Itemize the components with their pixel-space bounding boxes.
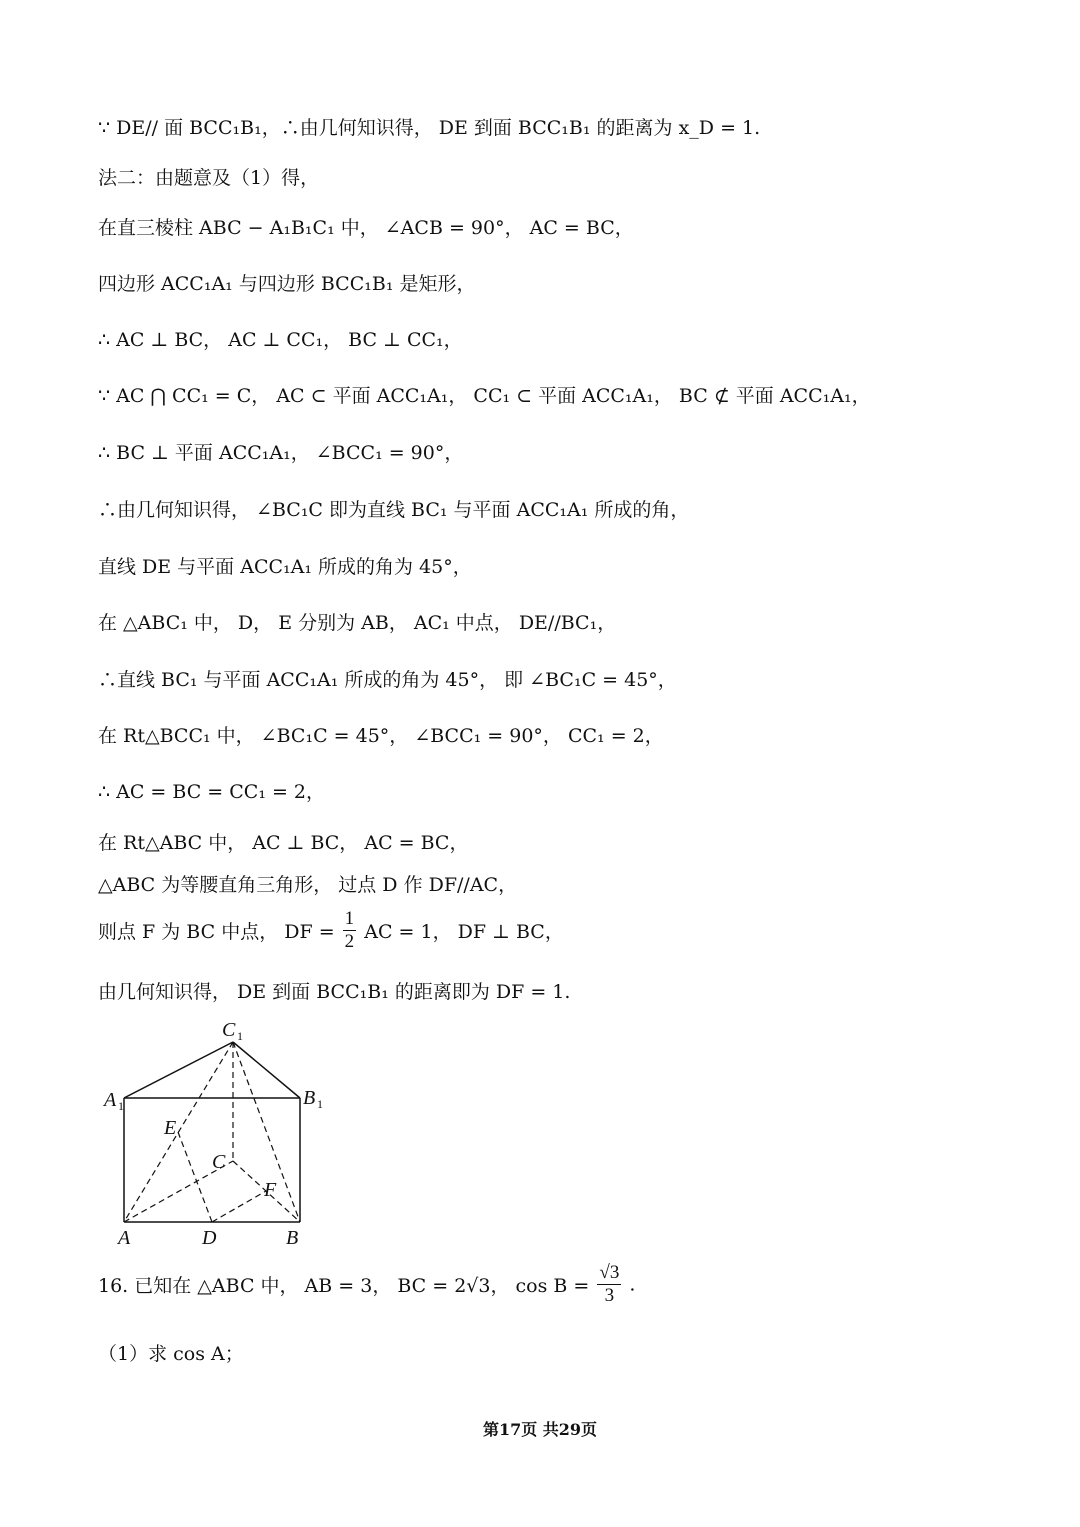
label-b1: B — [303, 1087, 316, 1109]
label-c: C — [212, 1151, 226, 1173]
segment-e-d — [178, 1132, 212, 1222]
fraction-root3-over-3 — [597, 1262, 621, 1307]
label-b1-sub: 1 — [317, 1097, 323, 1111]
problem-16-part-1: （1）求 cos A； — [98, 1343, 244, 1365]
text-line-15: △ABC 为等腰直角三角形， 过点 D 作 DF//AC， — [98, 874, 518, 896]
text-line-11: ∴直线 BC₁ 与平面 ACC₁A₁ 所成的角为 45°， 即 ∠BC₁C = 45°， — [98, 669, 677, 691]
text-line-16: 由几何知识得， DE 到面 BCC₁B₁ 的距离即为 DF = 1. — [98, 981, 571, 1003]
label-a: A — [118, 1227, 131, 1249]
page-footer: 第17页 共29页 — [482, 1420, 598, 1439]
label-f: F — [264, 1179, 277, 1201]
label-e: E — [164, 1117, 177, 1139]
text-line-8: ∴由几何知识得， ∠BC₁C 即为直线 BC₁ 与平面 ACC₁A₁ 所成的角， — [98, 499, 690, 521]
problem-16-text: 16. 已知在 △ABC 中， AB = 3， BC = 2√3， cos B = — [98, 1275, 590, 1297]
label-a1-sub: 1 — [118, 1099, 124, 1113]
segment-d-f — [212, 1191, 266, 1222]
text-line-9: 直线 DE 与平面 ACC₁A₁ 所成的角为 45°， — [98, 556, 472, 578]
prism-figure — [96, 1016, 346, 1251]
label-c1-sub: 1 — [237, 1029, 243, 1043]
text-line-4: 四边形 ACC₁A₁ 与四边形 BCC₁B₁ 是矩形， — [98, 273, 476, 295]
text-line-3: 在直三棱柱 ABC − A₁B₁C₁ 中， ∠ACB = 90°， AC = BC， — [98, 217, 634, 239]
fraction-numerator: 1 — [344, 908, 355, 929]
text-line-10: 在 △ABC₁ 中， D， E 分别为 AB， AC₁ 中点， DE//BC₁， — [98, 612, 617, 634]
text-line-5: ∴ AC ⊥ BC， AC ⊥ CC₁， BC ⊥ CC₁， — [98, 329, 463, 351]
fraction-line-after: AC = 1， DF ⊥ BC， — [364, 921, 564, 943]
label-a1: A — [104, 1089, 117, 1111]
fraction-denominator-3: 3 — [604, 1285, 615, 1306]
problem-16-suffix: . — [629, 1273, 636, 1296]
text-line-13: ∴ AC = BC = CC₁ = 2， — [98, 781, 326, 803]
edge-c1-b1 — [233, 1042, 300, 1098]
label-c1: C — [222, 1019, 236, 1041]
text-line-14: 在 Rt△ABC 中， AC ⊥ BC， AC = BC， — [98, 832, 469, 854]
text-line-6: ∵ AC ⋂ CC₁ = C， AC ⊂ 平面 ACC₁A₁， CC₁ ⊂ 平面 ACC₁A₁， BC ⊄ 平面 ACC₁A₁， — [98, 385, 871, 407]
fraction-line-before: 则点 F 为 BC 中点， DF = — [98, 921, 335, 943]
text-line-7: ∴ BC ⊥ 平面 ACC₁A₁， ∠BCC₁ = 90°， — [98, 442, 464, 464]
fraction-one-half — [343, 908, 357, 953]
fraction-denominator: 2 — [344, 931, 355, 952]
problem-16 — [98, 1262, 635, 1316]
text-line-2: 法二：由题意及（1）得， — [98, 167, 320, 189]
fraction-numerator-root3: √3 — [599, 1262, 620, 1283]
text-line-12: 在 Rt△BCC₁ 中， ∠BC₁C = 45°， ∠BCC₁ = 90°， CC₁ = 2， — [98, 725, 664, 747]
text-line-1: ∵ DE// 面 BCC₁B₁，∴由几何知识得， DE 到面 BCC₁B₁ 的距离为 x_D = 1. — [98, 117, 761, 139]
label-d: D — [202, 1227, 217, 1249]
label-b: B — [286, 1227, 299, 1249]
fraction-line — [98, 908, 564, 962]
